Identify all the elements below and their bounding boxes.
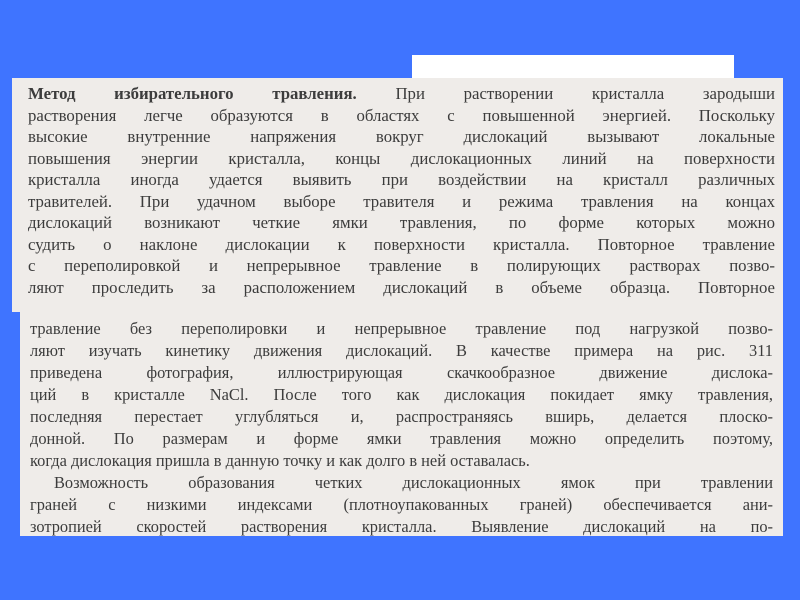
upper-line-8: судить о наклоне дислокации к поверхности кристалла. Повторное травление [28, 234, 775, 254]
lower-line-6: донной. По размерам и форме ямки травления можно определить поэтому, [30, 429, 773, 448]
upper-line-2: растворения легче образуются в областях с повышенной энергией. Поскольку [28, 105, 775, 125]
lower-line-5: последняя перестает углубляться и, распространяясь вширь, делается плоско- [30, 407, 773, 426]
upper-line-9: с переполировкой и непрерывное травление в полирующих растворах позво- [28, 256, 775, 275]
upper-line-3: высокие внутренние напряжения вокруг дислокаций вызывают локальные [28, 127, 775, 146]
lower-line-4: ций в кристалле NaCl. После того как дислокация покидает ямку травления, [30, 385, 773, 404]
scan-lower-block [20, 312, 783, 536]
lower-line-3: приведена фотография, иллюстрирующая скачкообразное движение дислока- [30, 363, 773, 382]
first-line-text: При растворении кристалла зародыши [395, 84, 775, 103]
upper-line-10: ляют проследить за расположением дислокаций в объеме образца. Повторное [28, 277, 775, 297]
lower-line-7: когда дислокация пришла в данную точку и как долго в ней оставалась. [30, 451, 530, 470]
lower-para2-line-2: граней с низкими индексами (плотноупакованных граней) обеспечивается ани- [30, 495, 773, 514]
lower-para2-line-3: зотропией скоростей растворения кристалла. Выявление дислокаций на по- [30, 517, 773, 536]
lower-line-1: травление без переполировки и непрерывное травление под нагрузкой позво- [30, 319, 773, 338]
lower-line-2: ляют изучать кинетику движения дислокаций. В качестве примера на рис. 311 [30, 341, 773, 360]
scan-upper-block [12, 78, 783, 312]
lower-para2-line-1: Возможность образования четких дислокационных ямок при травлении [54, 473, 773, 492]
upper-line-5: кристалла иногда удается выявить при воздействии на кристалл различных [28, 170, 775, 189]
upper-line-7: дислокаций возникают четкие ямки травления, по форме которых можно [28, 213, 775, 232]
section-heading: Метод избирательного травления. [28, 84, 357, 103]
upper-line-4: повышения энергии кристалла, концы дислокационных линий на поверхности [28, 148, 775, 168]
upper-line-1 [28, 83, 775, 105]
upper-line-6: травителей. При удачном выборе травителя и режима травления на концах [28, 191, 775, 211]
